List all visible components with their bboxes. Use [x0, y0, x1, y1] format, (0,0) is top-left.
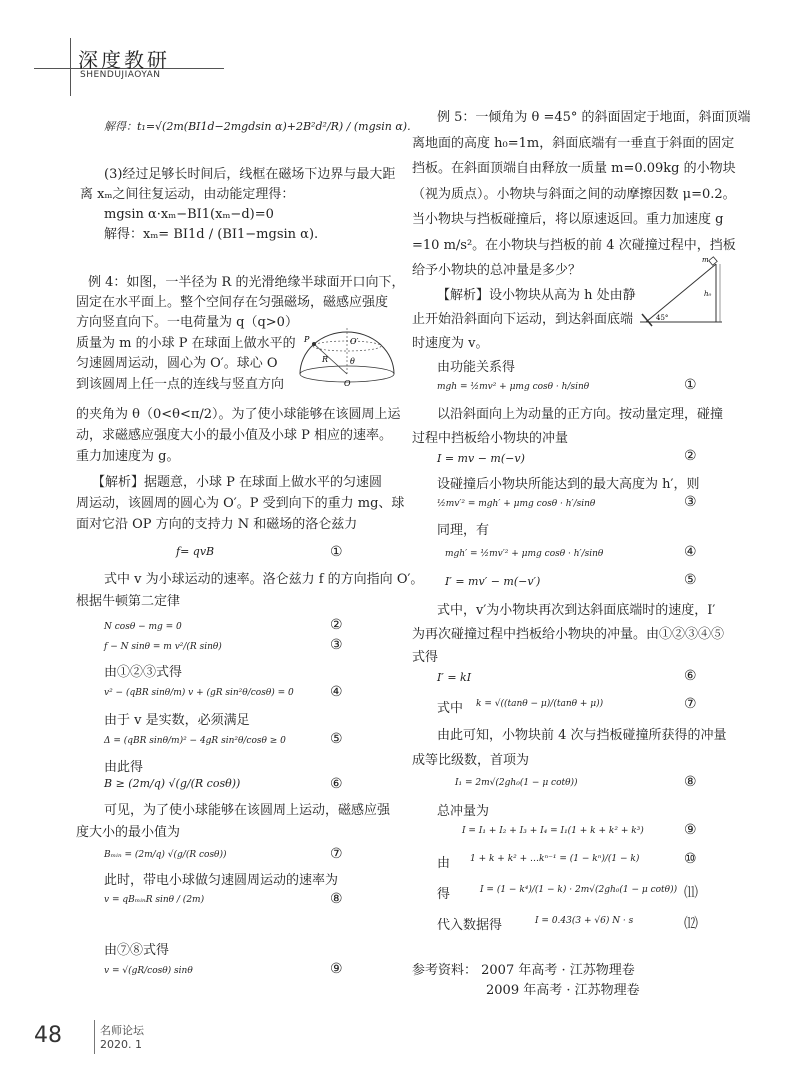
text-line-r7: 给予小物块的总冲量是多少？ — [412, 263, 582, 278]
equation-number-m2: ② — [684, 448, 697, 464]
equation-number-m6: ⑥ — [684, 668, 697, 684]
text-line-l23: 由①②③式得 — [104, 665, 183, 680]
text-line-r10: 时速度为 v。 — [412, 336, 489, 351]
text-line-l24: v² − (qBR sinθ/m) v + (gR sin²θ/cosθ) = 0 — [104, 688, 294, 698]
equation-number-m10: ⑩ — [684, 851, 697, 867]
text-line-l26: Δ = (qBR sinθ/m)² − 4gR sin²θ/cosθ ≥ 0 — [104, 736, 286, 746]
text-line-r23: 式得 — [412, 650, 439, 665]
text-line-l13: 动，求磁感应强度大小的最小值及小球 P 相应的速率。 — [76, 428, 393, 443]
equation-number-m7: ⑦ — [684, 696, 697, 712]
text-line-r18: 同理，有 — [437, 523, 490, 538]
text-line-l5: 解得：xₘ= BI1d / (BI1−mgsin α). — [104, 227, 319, 242]
text-line-l6: 例 4：如图，一半径为 R 的光滑绝缘半球面开口向下， — [88, 275, 405, 290]
text-line-l8: 方向竖直向下。一电荷量为 q（q>0） — [76, 315, 298, 330]
text-line-l17: 面对它沿 OP 方向的支持力 N 和磁场的洛仑兹力 — [76, 517, 358, 532]
text-line-r38: 参考资料： 2007 年高考 · 江苏物理卷 — [412, 963, 635, 978]
text-line-r21: 式中，v′为小物块再次到达斜面底端时的速度，I′ — [437, 603, 716, 618]
text-line-r3: 挡板。在斜面顶端自由释放一质量 m=0.09kg 的小物块 — [412, 161, 736, 176]
text-line-r16: 设碰撞后小物块所能达到的最大高度为 h′，则 — [437, 477, 700, 492]
equation-number-m1: ① — [684, 377, 697, 393]
text-line-l18: f= qvB — [176, 545, 215, 558]
text-line-l11: 到该圆周上任一点的连线与竖直方向 — [76, 377, 285, 392]
text-line-r9: 止开始沿斜面向下运动，到达斜面底端 — [412, 312, 634, 327]
footer-rule — [94, 1020, 95, 1054]
text-line-r39: 2009 年高考 · 江苏物理卷 — [486, 983, 640, 998]
label-r: R — [322, 355, 329, 364]
equation-number-n9: ⑨ — [330, 961, 343, 977]
equation-number-n5: ⑤ — [330, 731, 343, 747]
section-subtitle: SHENDUJIAOYAN — [80, 70, 161, 80]
equation-number-m12: ⑿ — [684, 916, 698, 932]
text-line-l20: 根据牛顿第二定律 — [76, 594, 181, 609]
text-line-l29: 可见，为了使小球能够在该圆周上运动，磁感应强 — [104, 803, 391, 818]
text-line-l30: 度大小的最小值为 — [76, 825, 181, 840]
text-line-r8: 【解析】设小物块从高为 h 处由静 — [437, 288, 636, 303]
equation-number-n4: ④ — [330, 684, 343, 700]
text-line-l3: 离 xₘ之间往复运动，由动能定理得： — [80, 187, 295, 202]
text-line-l4: mgsin α·xₘ−BI1(xₘ−d)=0 — [104, 207, 274, 222]
text-line-r34: 得 — [437, 887, 451, 902]
equation-number-m11: ⑾ — [684, 885, 698, 901]
incline-figure — [636, 256, 726, 328]
text-line-r37: I = 0.43(3 + √6) N · s — [535, 916, 634, 926]
text-line-l7: 固定在水平面上。整个空间存在匀强磁场，磁感应强度 — [76, 295, 389, 310]
text-line-r13: 以沿斜面向上为动量的正方向。按动量定理，碰撞 — [437, 407, 724, 422]
equation-number-n3: ③ — [330, 637, 343, 653]
text-line-r33: 1 + k + k² + …kⁿ⁻¹ = (1 − kⁿ)/(1 − k) — [470, 854, 640, 864]
equation-number-n7: ⑦ — [330, 846, 343, 862]
equation-number-m9: ⑨ — [684, 822, 697, 838]
text-line-l15: 【解析】据题意，小球 P 在球面上做水平的匀速圆 — [92, 475, 383, 490]
label-p: P — [304, 335, 310, 344]
equation-number-n6: ⑥ — [330, 776, 343, 792]
equation-number-n1: ① — [330, 544, 343, 560]
label-oprime: O′ — [350, 337, 359, 346]
equation-number-m8: ⑧ — [684, 774, 697, 790]
equation-number-n2: ② — [330, 617, 343, 633]
label-theta: θ — [350, 357, 355, 366]
text-line-l32: 此时，带电小球做匀速圆周运动的速率为 — [104, 873, 339, 888]
text-line-r15: I = mv − m(−v) — [437, 452, 525, 465]
text-line-l33: v = qBₘᵢₙR sinθ / (2m) — [104, 895, 205, 905]
text-line-r31: I = I₁ + I₂ + I₃ + I₄ = I₁(1 + k + k² + k³) — [462, 826, 644, 836]
text-line-r28: 成等比级数，首项为 — [412, 753, 530, 768]
text-line-r14: 过程中挡板给小物块的冲量 — [412, 431, 569, 446]
section-title: 深度教研 — [78, 48, 170, 72]
text-line-r6: =10 m/s²。在小物块与挡板的前 4 次碰撞过程中，挡板 — [412, 238, 736, 253]
text-line-l10: 匀速圆周运动，圆心为 O′。球心 O — [76, 356, 278, 371]
footer-column-name: 名师论坛 — [100, 1024, 144, 1037]
page-number: 48 — [34, 1023, 62, 1048]
equation-number-m3: ③ — [684, 494, 697, 510]
text-line-l1: 解得：t₁=√(2m(BI1d−2mgdsin α)+2B²d²/R) / (mgsin α). — [104, 120, 411, 133]
text-line-l12: 的夹角为 θ（0<θ<π/2）。为了使小球能够在该圆周上运 — [76, 407, 401, 422]
text-line-l34: 由⑦⑧式得 — [104, 943, 170, 958]
text-line-r17: ½mv′² = mgh′ + μmg cosθ · h′/sinθ — [437, 499, 596, 509]
text-line-r2: 离地面的高度 h₀=1m，斜面底端有一垂直于斜面的固定 — [412, 136, 735, 151]
text-line-r4: （视为质点）。小物块与斜面之间的动摩擦因数 μ=0.2。 — [412, 187, 736, 202]
text-line-r5: 当小物块与挡板碰撞后，将以原速返回。重力加速度 g — [412, 212, 724, 227]
label-angle: 45° — [656, 314, 669, 322]
text-line-r11: 由功能关系得 — [437, 360, 516, 375]
text-line-r25: 式中 — [437, 701, 464, 716]
text-line-r12: mgh = ½mv² + μmg cosθ · h/sinθ — [437, 382, 590, 392]
text-line-l14: 重力加速度为 g。 — [76, 449, 180, 464]
text-line-r1: 例 5：一倾角为 θ =45° 的斜面固定于地面，斜面顶端 — [437, 110, 751, 125]
equation-number-m4: ④ — [684, 544, 697, 560]
text-line-l9: 质量为 m 的小球 P 在球面上做水平的 — [76, 336, 296, 351]
text-line-r22: 为再次碰撞过程中挡板给小物块的冲量。由①②③④⑤ — [412, 627, 725, 642]
text-line-l27: 由此得 — [104, 760, 144, 775]
text-line-l35: v = √(gR/cosθ) sinθ — [104, 966, 193, 976]
text-line-l19: 式中 v 为小球运动的速率。洛仑兹力 f 的方向指向 O′。 — [104, 572, 424, 587]
text-line-l16: 周运动，该圆周的圆心为 O′。P 受到向下的重力 mg、球 — [76, 496, 405, 511]
text-line-r30: 总冲量为 — [437, 804, 490, 819]
label-h0: h₀ — [704, 290, 712, 298]
text-line-r36: 代入数据得 — [437, 918, 503, 933]
hemisphere-figure — [292, 322, 402, 392]
text-line-r24: I′ = kI — [437, 671, 472, 684]
text-line-r29: I₁ = 2m√(2gh₀(1 − μ cotθ)) — [455, 778, 578, 788]
text-line-r35: I = (1 − k⁴)/(1 − k) · 2m√(2gh₀(1 − μ cotθ)) — [480, 885, 678, 895]
header-vertical-rule — [70, 38, 71, 96]
text-line-r19: mgh′ = ½mv′² + μmg cosθ · h′/sinθ — [445, 549, 604, 559]
text-line-r32: 由 — [437, 856, 451, 871]
footer-issue: 2020. 1 — [100, 1038, 142, 1051]
text-line-l31: Bₘᵢₙ = (2m/q) √(g/(R cosθ)) — [104, 850, 227, 860]
text-line-l22: f − N sinθ = m v²/(R sinθ) — [104, 642, 222, 652]
text-line-l2: (3)经过足够长时间后，线框在磁场下边界与最大距 — [104, 167, 396, 182]
label-o: O — [344, 379, 351, 388]
text-line-r26: k = √((tanθ − μ)/(tanθ + μ)) — [476, 699, 604, 709]
label-m: m — [702, 256, 709, 264]
text-line-r27: 由此可知，小物块前 4 次与挡板碰撞所获得的冲量 — [437, 728, 727, 743]
equation-number-m5: ⑤ — [684, 572, 697, 588]
text-line-l21: N cosθ − mg = 0 — [104, 622, 182, 632]
equation-number-n8: ⑧ — [330, 891, 343, 907]
text-line-l25: 由于 v 是实数，必须满足 — [104, 713, 250, 728]
text-line-r20: I′ = mv′ − m(−v′) — [445, 575, 541, 588]
text-line-l28: B ≥ (2m/q) √(g/(R cosθ)) — [104, 777, 241, 790]
